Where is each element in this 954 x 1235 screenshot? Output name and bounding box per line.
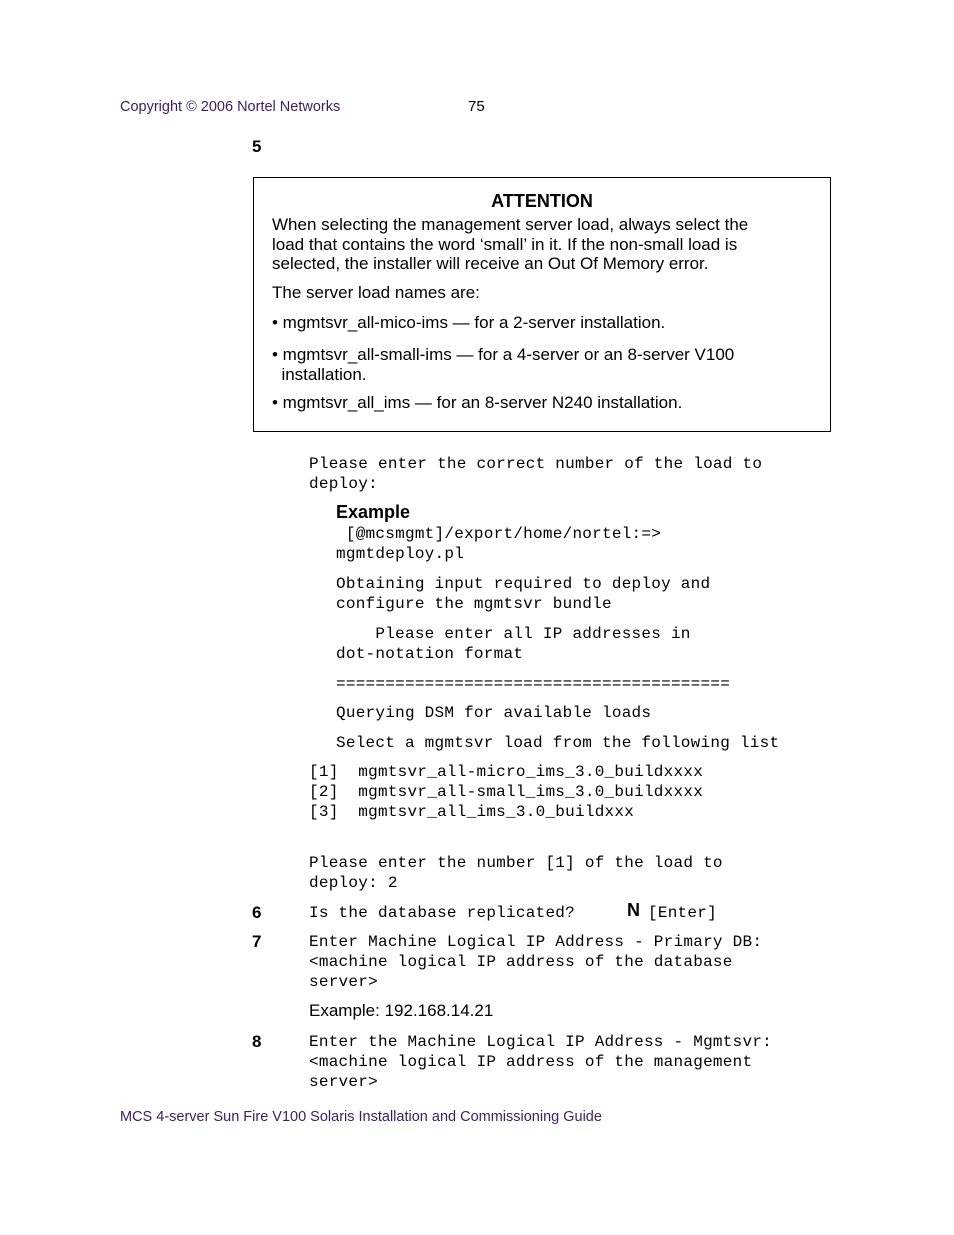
replication-prompt: Is the database replicated? (309, 904, 575, 922)
attention-paragraph: When selecting the management server load, always select the load that contains the word ‘small’ in it. If the non-small load is selected, the installer will receive an Out Of Memory error. (272, 215, 749, 273)
mgmtsvr-ip-prompt: Enter the Machine Logical IP Address - Mgmtsvr: <machine logical IP address of the management server> (309, 1033, 773, 1091)
step-number-6: 6 (252, 903, 262, 922)
number-prompt: Please enter the number [1] of the load to deploy: 2 (309, 854, 723, 892)
load-prompt: Please enter the correct number of the load to deploy: (309, 455, 763, 493)
load-list: [1] mgmtsvr_all-micro_ims_3.0_buildxxxx [2] mgmtsvr_all-small_ims_3.0_buildxxxx [3] mgmtsvr_all_ims_3.0_buildxxx (309, 763, 704, 821)
footer-guide-title: MCS 4-server Sun Fire V100 Solaris Installation and Commissioning Guide (120, 1109, 602, 1125)
example-ip-notice: Please enter all IP addresses in dot-notation format (336, 625, 691, 663)
attention-bullet-3: • mgmtsvr_all_ims — for an 8-server N240 installation. (272, 393, 683, 412)
primary-db-prompt: Enter Machine Logical IP Address - Primary DB: <machine logical IP address of the database server> (309, 933, 763, 991)
copyright-text: Copyright © 2006 Nortel Networks (120, 99, 341, 115)
step-number-8: 8 (252, 1032, 262, 1051)
example-select-load: Select a mgmtsvr load from the following list (336, 734, 780, 752)
attention-load-names-intro: The server load names are: (272, 283, 480, 302)
example-label: Example (336, 502, 411, 522)
attention-box (253, 177, 831, 432)
page-number: 75 (468, 98, 485, 115)
example-obtaining-input: Obtaining input required to deploy and configure the mgmtsvr bundle (336, 575, 711, 613)
example-separator: ======================================== (336, 675, 731, 693)
replication-answer: N (627, 900, 640, 920)
step-number-7: 7 (252, 932, 262, 951)
enter-key: [Enter] (648, 904, 717, 922)
attention-bullet-2: • mgmtsvr_all-small-ims — for a 4-server or an 8-server V100 installation. (272, 345, 735, 384)
primary-db-example: Example: 192.168.14.21 (309, 1001, 494, 1020)
attention-bullet-1: • mgmtsvr_all-mico-ims — for a 2-server installation. (272, 313, 666, 332)
example-command: [@mcsmgmt]/export/home/nortel:=> mgmtdeploy.pl (336, 525, 662, 563)
step-number-5: 5 (252, 137, 262, 156)
attention-title: ATTENTION (491, 191, 593, 211)
example-querying-dsm: Querying DSM for available loads (336, 704, 652, 722)
